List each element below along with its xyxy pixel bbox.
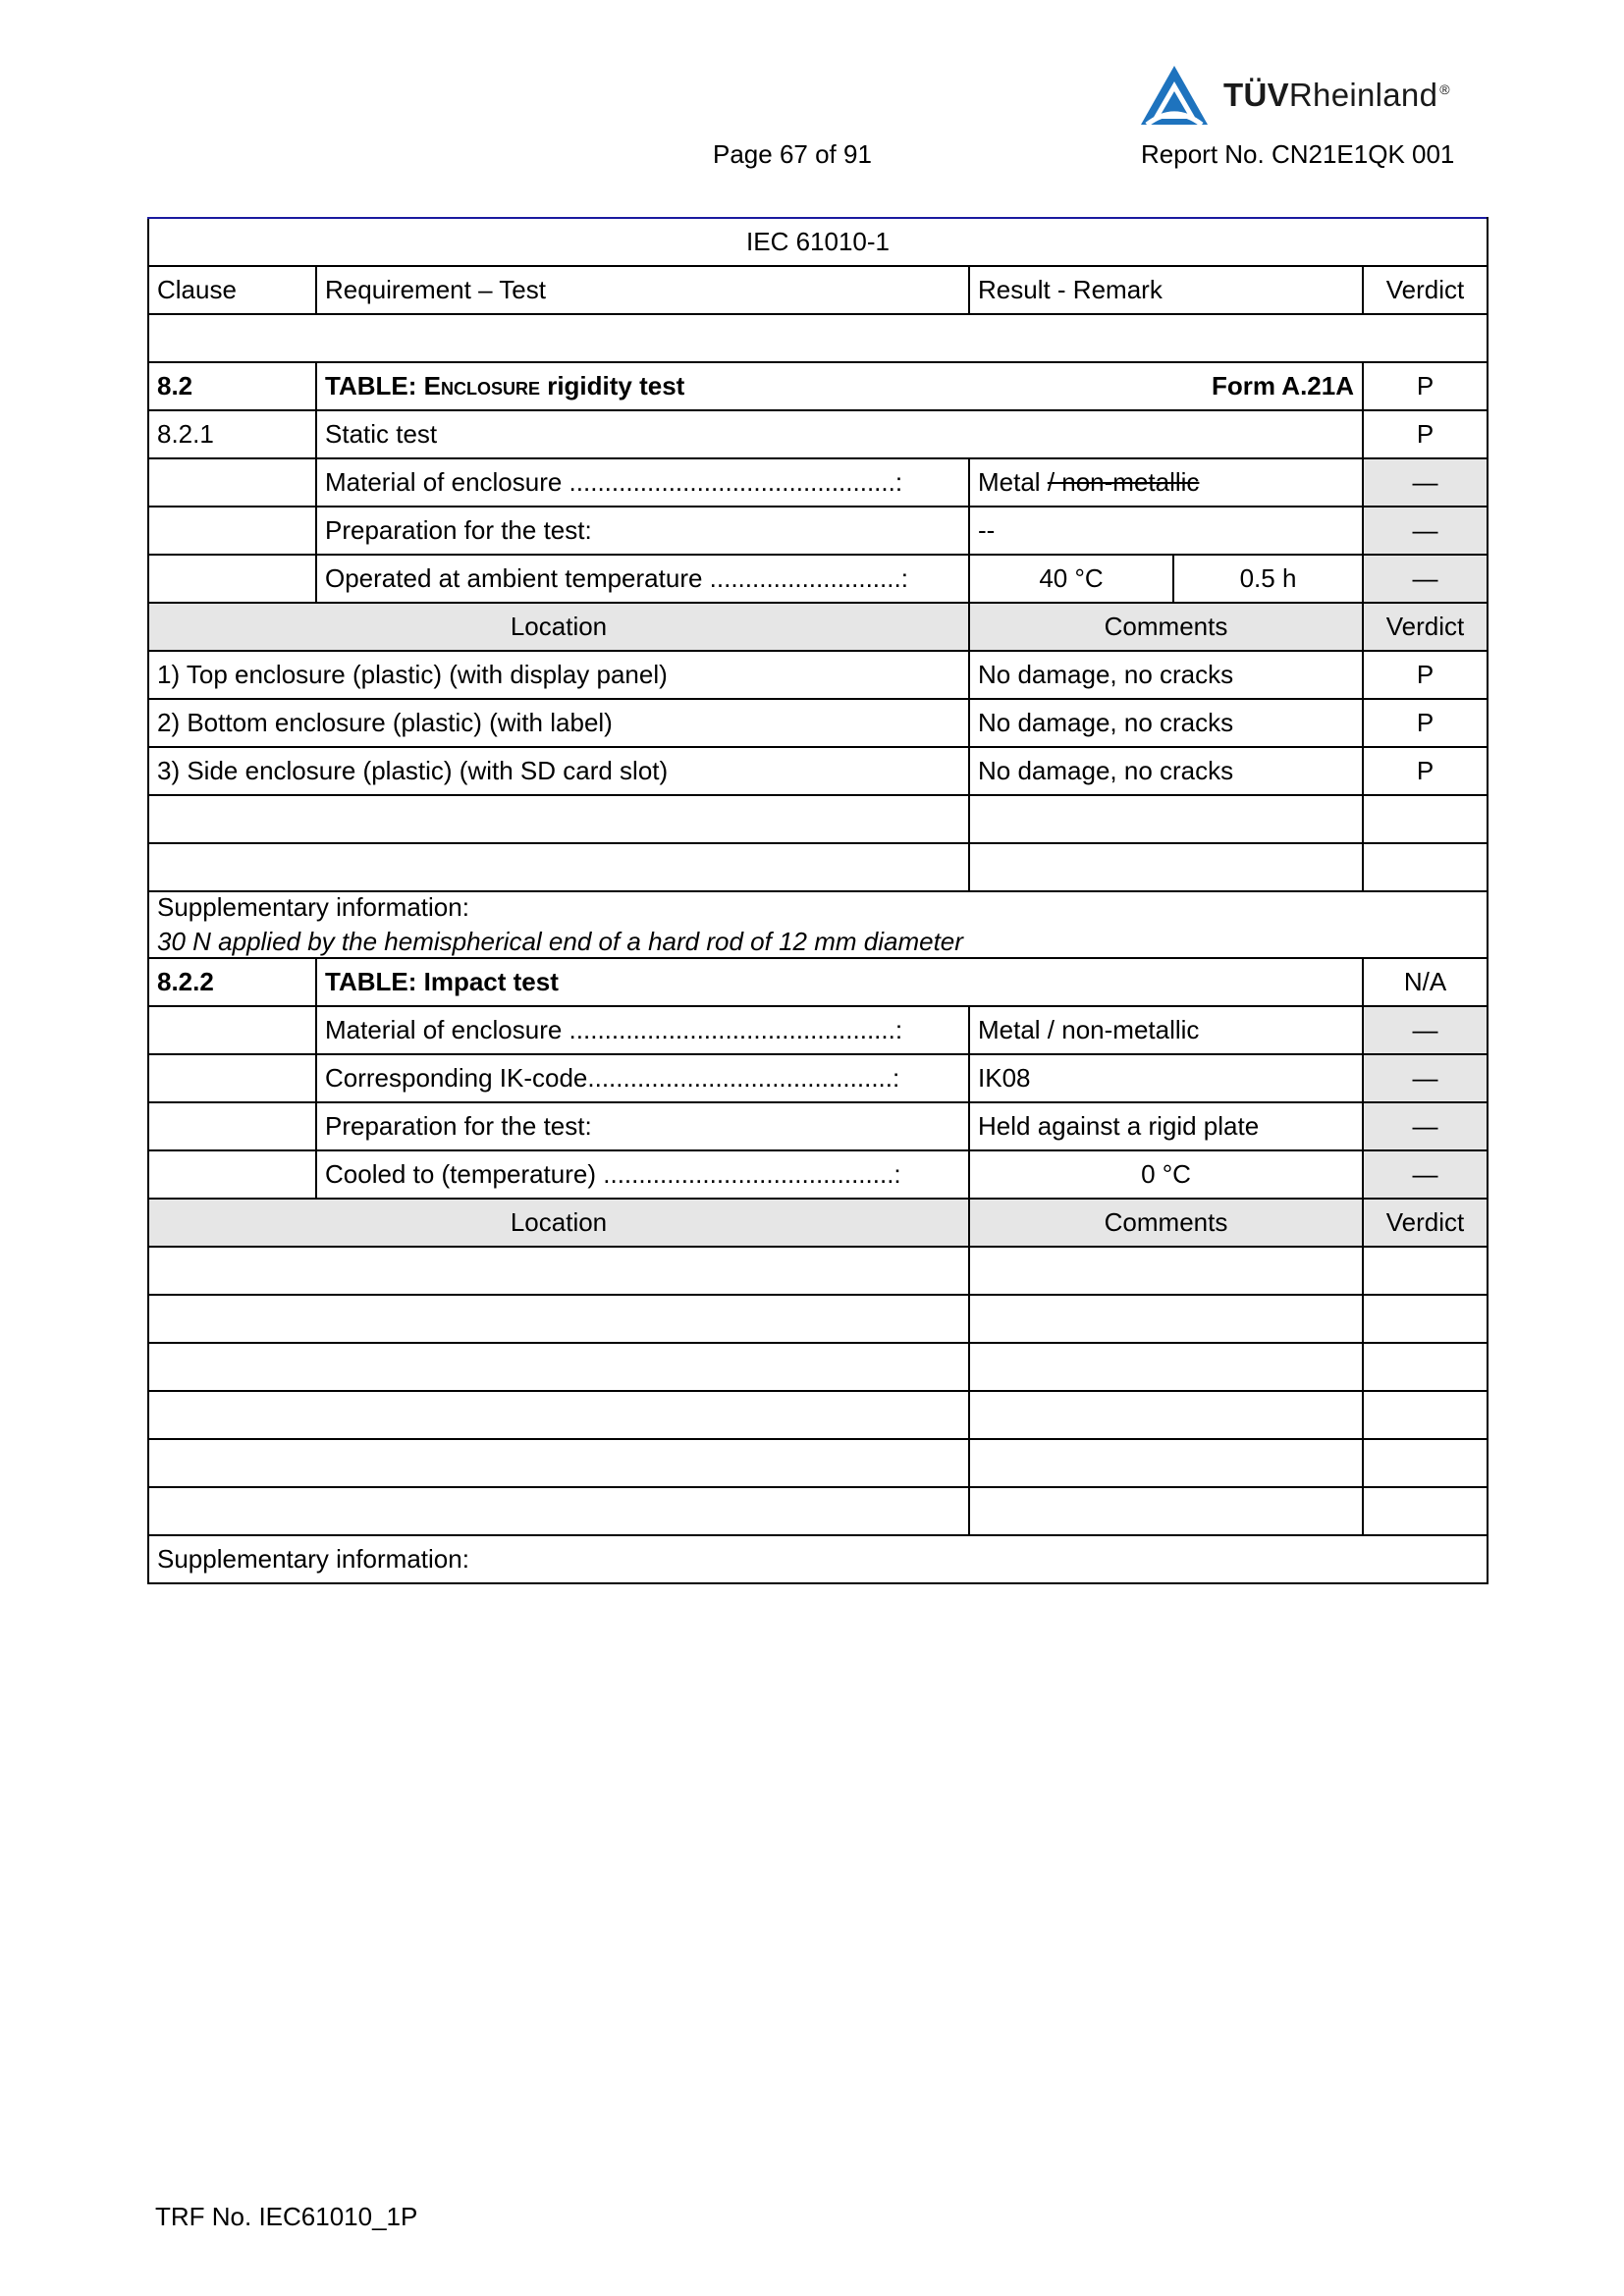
- material-row: [148, 458, 1488, 507]
- ik-code-value: IK08: [969, 1054, 1363, 1102]
- dash-cell: —: [1363, 458, 1488, 507]
- verdict-header: Verdict: [1363, 603, 1488, 651]
- verdict-8-2-1: P: [1363, 410, 1488, 458]
- impact-material-label: Material of enclosure ..............................................:: [316, 1006, 969, 1054]
- impact-material-row: [148, 1006, 1488, 1054]
- ambient-label: Operated at ambient temperature ...........................:: [316, 555, 969, 603]
- empty-row: [148, 1343, 1488, 1391]
- section-8-2-1-title: Static test: [316, 410, 1363, 458]
- clause-8-2-1: 8.2.1: [148, 410, 316, 458]
- impact-preparation-row: [148, 1102, 1488, 1150]
- col-requirement: Requirement – Test: [316, 266, 969, 314]
- result-verdict: P: [1363, 699, 1488, 747]
- impact-supplementary-info: [148, 1535, 1488, 1583]
- empty-row: [148, 1247, 1488, 1295]
- column-header-row: [148, 266, 1488, 314]
- clause-8-2-2: 8.2.2: [148, 958, 316, 1006]
- impact-supplementary-row: [148, 1535, 1488, 1583]
- empty-row: [148, 795, 1488, 843]
- result-comment: No damage, no cracks: [969, 699, 1363, 747]
- section-8-2-1-row: [148, 410, 1488, 458]
- dash-cell: —: [1363, 1006, 1488, 1054]
- result-location: 2) Bottom enclosure (plastic) (with label): [148, 699, 969, 747]
- spacer-row: [148, 314, 1488, 362]
- impact-preparation-label: Preparation for the test:: [316, 1102, 969, 1150]
- result-verdict: P: [1363, 747, 1488, 795]
- location-header: Location: [148, 1199, 969, 1247]
- form-label: Form A.21A: [1212, 371, 1354, 400]
- comments-header: Comments: [969, 603, 1363, 651]
- result-row: [148, 747, 1488, 795]
- standard-row: [148, 218, 1488, 266]
- result-row: [148, 699, 1488, 747]
- impact-preparation-value: Held against a rigid plate: [969, 1102, 1363, 1150]
- impact-material-value: Metal / non-metallic: [969, 1006, 1363, 1054]
- section-8-2-2-row: [148, 958, 1488, 1006]
- material-label: Material of enclosure ..............................................:: [316, 458, 969, 507]
- result-location: 3) Side enclosure (plastic) (with SD card slot): [148, 747, 969, 795]
- dash-cell: —: [1363, 555, 1488, 603]
- empty-row: [148, 1391, 1488, 1439]
- cooled-row: [148, 1150, 1488, 1199]
- impact-results-header-row: [148, 1199, 1488, 1247]
- section-8-2-row: [148, 362, 1488, 410]
- page-number: Page 67 of 91: [713, 139, 872, 169]
- ambient-row: [148, 555, 1488, 603]
- supplementary-info: [148, 891, 1488, 958]
- verdict-8-2-2: N/A: [1363, 958, 1488, 1006]
- result-location: 1) Top enclosure (plastic) (with display panel): [148, 651, 969, 699]
- cooled-label: Cooled to (temperature) .........................................:: [316, 1150, 969, 1199]
- report-number: Report No. CN21E1QK 001: [1141, 139, 1455, 169]
- comments-header: Comments: [969, 1199, 1363, 1247]
- result-row: [148, 651, 1488, 699]
- preparation-row: [148, 507, 1488, 555]
- preparation-label: Preparation for the test:: [316, 507, 969, 555]
- preparation-value: --: [969, 507, 1363, 555]
- cooled-value: 0 °C: [969, 1150, 1363, 1199]
- test-report-table: [147, 217, 1489, 1584]
- results-header-row: [148, 603, 1488, 651]
- empty-row: [148, 1295, 1488, 1343]
- col-verdict: Verdict: [1363, 266, 1488, 314]
- col-clause: Clause: [148, 266, 316, 314]
- verdict-8-2: P: [1363, 362, 1488, 410]
- supplementary-label: Supplementary information:: [157, 892, 469, 922]
- dash-cell: —: [1363, 1150, 1488, 1199]
- result-comment: No damage, no cracks: [969, 651, 1363, 699]
- trf-number: TRF No. IEC61010_1P: [155, 2202, 418, 2231]
- standard-title: IEC 61010-1: [148, 218, 1488, 266]
- material-value: Metal / non-metallic: [969, 458, 1363, 507]
- supplementary-row: [148, 891, 1488, 958]
- empty-row: [148, 843, 1488, 891]
- dash-cell: —: [1363, 1102, 1488, 1150]
- ik-code-label: Corresponding IK-code...........................................:: [316, 1054, 969, 1102]
- col-result: Result - Remark: [969, 266, 1363, 314]
- empty-row: [148, 1439, 1488, 1487]
- dash-cell: —: [1363, 507, 1488, 555]
- ik-code-row: [148, 1054, 1488, 1102]
- tuv-rheinland-logo: [1139, 61, 1450, 130]
- section-8-2-2-title: TABLE: Impact test: [316, 958, 1363, 1006]
- result-comment: No damage, no cracks: [969, 747, 1363, 795]
- clause-8-2: 8.2: [148, 362, 316, 410]
- empty-row: [148, 1487, 1488, 1535]
- location-header: Location: [148, 603, 969, 651]
- logo-wordmark: TÜVRheinland ®: [1223, 77, 1450, 113]
- ambient-temperature: 40 °C: [969, 555, 1173, 603]
- ambient-duration: 0.5 h: [1173, 555, 1363, 603]
- section-8-2-title: TABLE: Enclosure rigidity test Form A.21A: [316, 362, 1363, 410]
- result-verdict: P: [1363, 651, 1488, 699]
- verdict-header: Verdict: [1363, 1199, 1488, 1247]
- impact-supplementary-label: Supplementary information:: [157, 1544, 469, 1574]
- supplementary-text: 30 N applied by the hemispherical end of a hard rod of 12 mm diameter: [157, 927, 963, 956]
- dash-cell: —: [1363, 1054, 1488, 1102]
- tuv-triangle-icon: [1139, 64, 1210, 127]
